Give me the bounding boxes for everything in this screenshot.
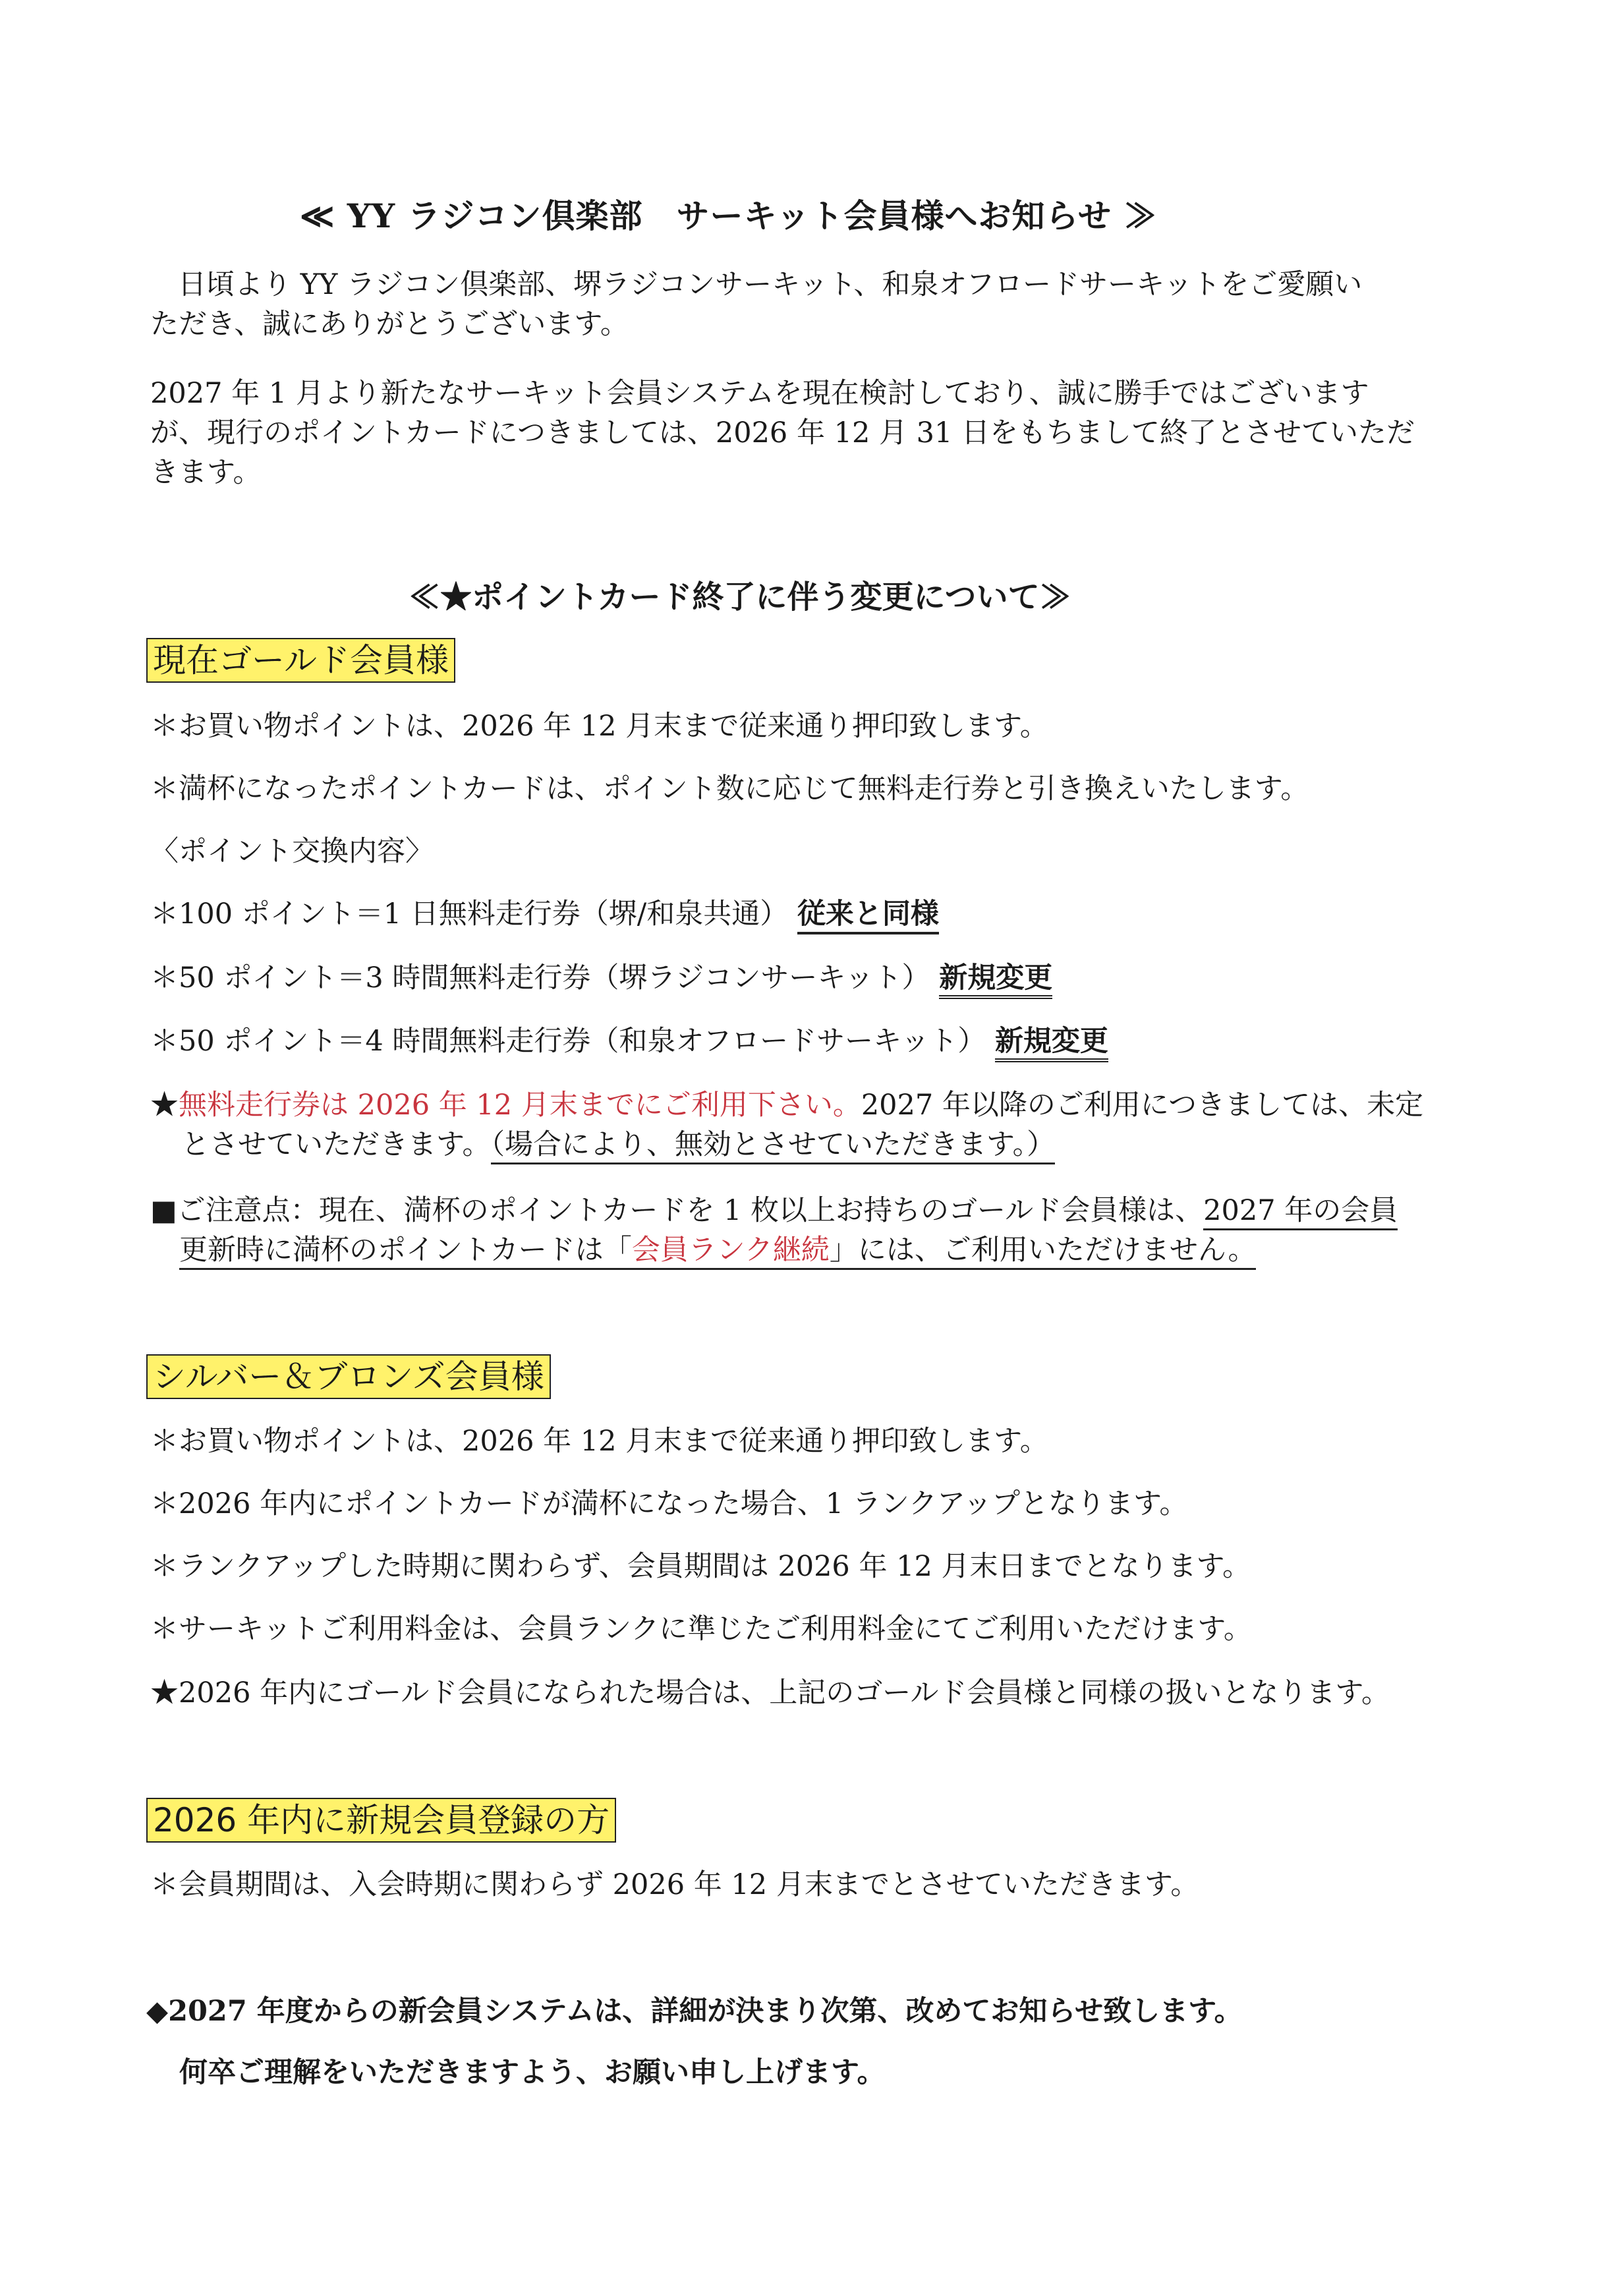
- silver-item-4: ＊サーキットご利用料金は、会員ランクに準じたご利用料金にてご利用いただけます。: [150, 1613, 1252, 1646]
- ticket-notice-line2-a: とさせていただきます。: [181, 1128, 491, 1161]
- silver-item-5: ★2026 年内にゴールド会員になられた場合は、上記のゴールド会員様と同様の扱いとなります。: [150, 1677, 1390, 1709]
- silver-item-3: ＊ランクアップした時期に関わらず、会員期間は 2026 年 12 月末日までとなります。: [150, 1550, 1251, 1583]
- exchange-2-text: ＊50 ポイント＝3 時間無料走行券（堺ラジコンサーキット）: [150, 961, 930, 994]
- gold-item-1: ＊お買い物ポイントは、2026 年 12 月末まで従来通り押印致します。: [150, 710, 1048, 743]
- silver-heading: シルバー＆ブロンズ会員様: [146, 1354, 551, 1399]
- ticket-notice-line-1: [150, 1084, 1423, 1127]
- exchange-1-text: ＊100 ポイント＝1 日無料走行券（堺/和泉共通）: [150, 898, 789, 931]
- exchange-3-tag: 新規変更: [995, 1025, 1108, 1062]
- gold-heading: 現在ゴールド会員様: [146, 638, 455, 683]
- caution-line-1: [150, 1190, 1398, 1232]
- changes-subtitle: ≪★ポイントカード終了に伴う変更について≫: [409, 579, 1071, 616]
- closing-line-1: ◆2027 年度からの新会員システムは、詳細が決まり次第、改めてお知らせ致します。: [146, 1995, 1243, 2028]
- caution-line2-a: 更新時に満杯のポイントカードは「: [179, 1234, 632, 1267]
- exchange-label: 〈ポイント交換内容〉: [150, 835, 434, 868]
- ticket-notice-line2-underlined: （場合により、無効とさせていただきます。）: [491, 1128, 1056, 1164]
- exchange-3-text: ＊50 ポイント＝4 時間無料走行券（和泉オフロードサーキット）: [150, 1025, 986, 1058]
- exchange-row-1: [150, 893, 939, 936]
- greeting-line-2: ただき、誠にありがとうございます。: [150, 308, 629, 341]
- ticket-notice-line-2: [181, 1124, 1055, 1166]
- gold-item-2: ＊満杯になったポイントカードは、ポイント数に応じて無料走行券と引き換えいたします。: [150, 772, 1309, 805]
- notice-title: ≪ YY ラジコン倶楽部 サーキット会員様へお知らせ ≫: [300, 196, 1158, 235]
- ticket-notice-red: 無料走行券は 2026 年 12 月末までにご利用下さい。: [179, 1089, 861, 1122]
- caution-rank-continuation: 会員ランク継続: [631, 1234, 830, 1267]
- caution-line2-underlined: [179, 1234, 1256, 1270]
- exchange-1-tag: 従来と同様: [797, 898, 939, 934]
- silver-item-2: ＊2026 年内にポイントカードが満杯になった場合、1 ランクアップとなります。: [150, 1487, 1188, 1520]
- closing-line-2: 何卒ご理解をいただきますよう、お願い申し上げます。: [179, 2056, 886, 2089]
- greeting-line-1: 日頃より YY ラジコン倶楽部、堺ラジコンサーキット、和泉オフロードサーキットをご愛願い: [178, 268, 1363, 301]
- caution-line-2: [179, 1229, 1256, 1272]
- ticket-notice-rest: 2027 年以降のご利用につきましては、未定: [861, 1089, 1424, 1122]
- new-member-heading: 2026 年内に新規会員登録の方: [146, 1798, 616, 1843]
- exchange-row-2: [150, 957, 1052, 1000]
- intro-line-1: 2027 年 1 月より新たなサーキット会員システムを現在検討しており、誠に勝手ではございます: [150, 377, 1369, 410]
- caution-line2-b: 」には、ご利用いただけません。: [829, 1234, 1257, 1267]
- exchange-row-3: [150, 1020, 1108, 1063]
- silver-item-1: ＊お買い物ポイントは、2026 年 12 月末まで従来通り押印致します。: [150, 1425, 1048, 1458]
- intro-line-2: が、現行のポイントカードにつきましては、2026 年 12 月 31 日をもちまして終了とさせていただ: [150, 416, 1415, 449]
- ticket-notice-star: ★: [150, 1089, 179, 1122]
- caution-text: ■ご注意点：現在、満杯のポイントカードを 1 枚以上お持ちのゴールド会員様は、: [150, 1194, 1204, 1227]
- caution-underlined-1: 2027 年の会員: [1203, 1194, 1398, 1230]
- intro-line-3: きます。: [150, 456, 262, 489]
- exchange-2-tag: 新規変更: [939, 961, 1052, 999]
- new-member-item-1: ＊会員期間は、入会時期に関わらず 2026 年 12 月末までとさせていただきます。: [150, 1868, 1199, 1901]
